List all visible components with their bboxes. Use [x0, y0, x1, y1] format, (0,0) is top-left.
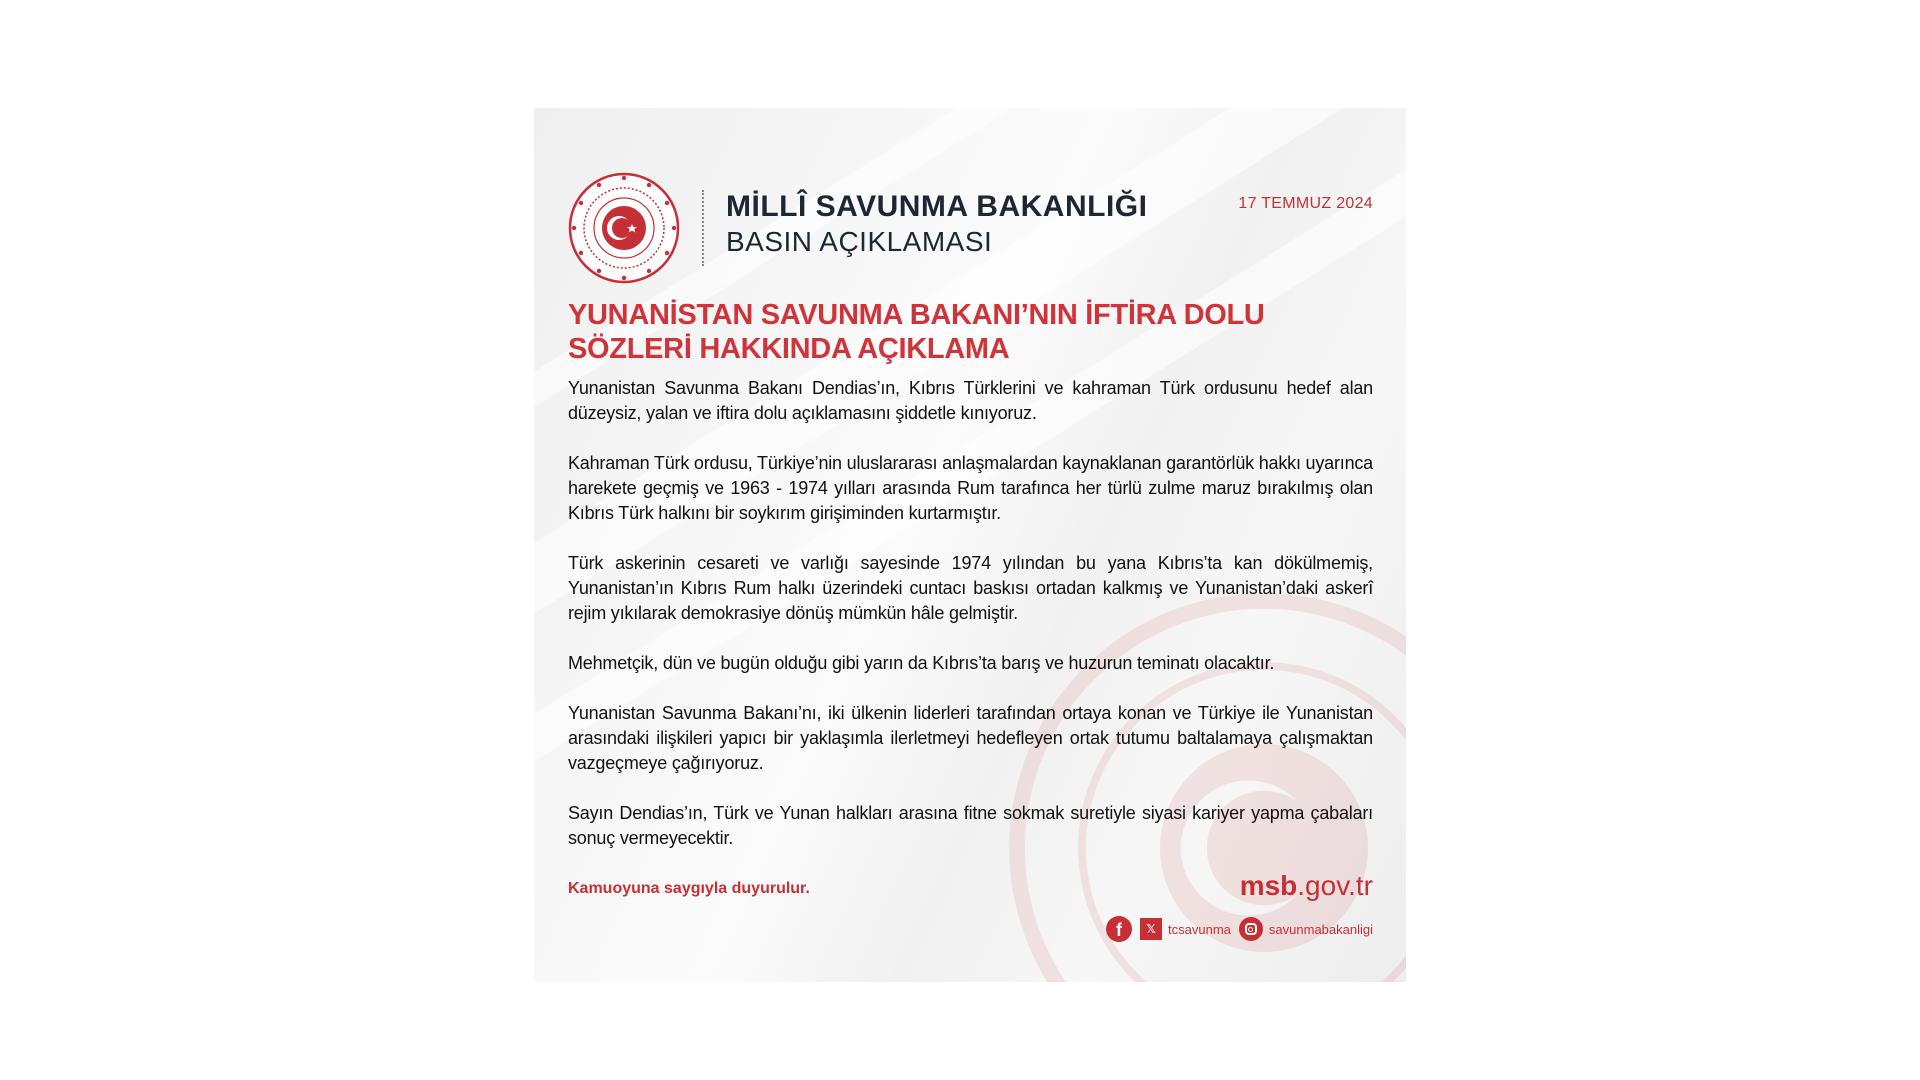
website-link[interactable] — [1240, 870, 1373, 902]
release-date: 17 TEMMUZ 2024 — [1238, 195, 1373, 212]
paragraph: Mehmetçik, dün ve bugün olduğu gibi yarın da Kıbrıs’ta barış ve huzurun teminatı olacaktır. — [568, 653, 1275, 673]
paragraph: Yunanistan Savunma Bakanı’nı, iki ülkenin liderleri tarafından ortaya konan ve Türkiye ile Yunanistan arasındaki ilişkileri yapıcı bir yaklaşımla ilerletmeyi hedefleyen ortak tutumu baltalamaya çalışmaktan vazgeçmeye çağırıyoruz. — [568, 703, 1373, 773]
paragraph: Yunanistan Savunma Bakanı Dendias’ın, Kıbrıs Türklerini ve kahraman Türk ordusunu hedef alan düzeysiz, yalan ve iftira dolu açıklamasını şiddetle kınıyoruz. — [568, 378, 1373, 423]
website-domain-bold: msb — [1239, 870, 1298, 901]
social-links — [1106, 916, 1373, 942]
press-release-card — [534, 108, 1406, 982]
x-twitter-icon: 𝕏 — [1140, 918, 1162, 940]
header-divider — [702, 190, 704, 266]
instagram-icon — [1239, 917, 1263, 941]
paragraph: Türk askerinin cesareti ve varlığı sayesinde 1974 yılından bu yana Kıbrıs’ta kan dökülmemiş, Yunanistan’ın Kıbrıs Rum halkı üzerindeki cuntacı baskısı ortadan kalkmış ve Yunanistan’daki askerî rejim yıkılarak demokrasiye dönüş mümkün hâle gelmiştir. — [568, 553, 1373, 623]
closing-line: Kamuoyuna saygıyla duyurulur. — [568, 880, 810, 897]
page-title — [568, 298, 1368, 366]
paragraph: Sayın Dendias’ın, Türk ve Yunan halkları arasına fitne sokmak suretiyle siyasi kariyer yapma çabaları sonuç vermeyecektir. — [568, 803, 1373, 848]
headline-line: SÖZLERİ HAKKINDA AÇIKLAMA — [568, 333, 1010, 365]
paragraph: Kahraman Türk ordusu, Türkiye’nin uluslararası anlaşmalardan kaynaklanan garantörlük hakkı uyarınca harekete geçmiş ve 1963 - 1974 yılları arasında Rum tarafınca her türlü zulme maruz bırakılmış olan Kıbrıs Türk halkını bir soykırım girişiminden kurtarmıştır. — [568, 453, 1373, 523]
statement-body — [568, 376, 1373, 876]
document-subtitle: BASIN AÇIKLAMASI — [726, 226, 993, 257]
ministry-name: MİLLÎ SAVUNMA BAKANLIĞI — [726, 190, 1148, 223]
twitter-link[interactable] — [1140, 918, 1231, 940]
website-domain-rest: .gov.tr — [1297, 870, 1373, 901]
instagram-link[interactable] — [1239, 917, 1373, 941]
headline-line: YUNANİSTAN SAVUNMA BAKANI’NIN İFTİRA DOLU — [568, 299, 1265, 331]
facebook-icon[interactable]: f — [1106, 916, 1132, 942]
ministry-emblem-logo — [568, 172, 680, 284]
twitter-handle: tcsavunma — [1168, 921, 1231, 937]
instagram-handle: savunmabakanligi — [1268, 921, 1373, 937]
